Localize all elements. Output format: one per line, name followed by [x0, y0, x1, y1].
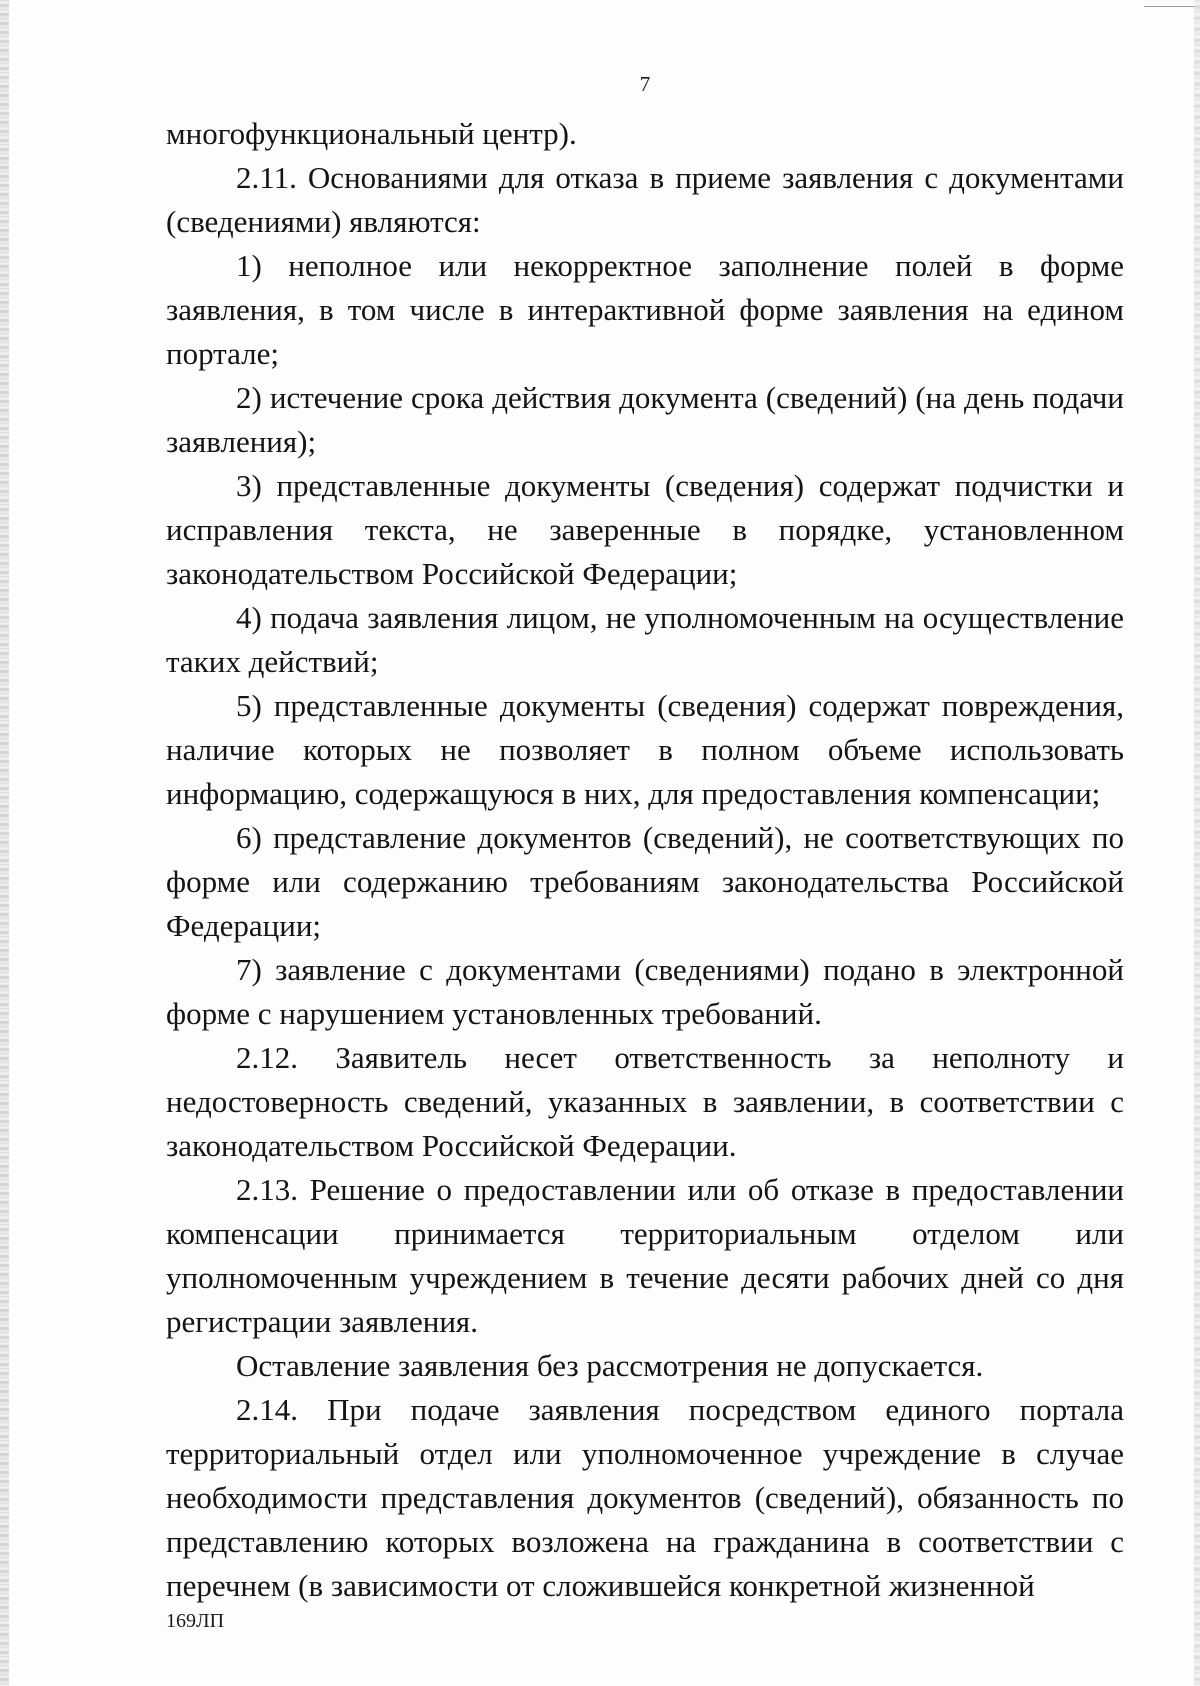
paragraph-2-13: 2.13. Решение о предоставлении или об отказе в предоставлении компенсации принимается территориальным отделом или уполномоченным учреждением в течение десяти рабочих дней со дня регистрации заявления.	[166, 1172, 1124, 1339]
list-item-3: 3) представленные документы (сведения) содержат подчистки и исправления текста, не заверенные в порядке, установленном законодательством Российской Федерации;	[166, 468, 1124, 591]
list-item-2: 2) истечение срока действия документа (сведений) (на день подачи заявления);	[166, 380, 1124, 459]
scan-edge-right	[1194, 0, 1200, 1686]
paragraph-2-12: 2.12. Заявитель несет ответственность за неполноту и недостоверность сведений, указанных в заявлении, в соответствии с законодательством Российской Федерации.	[166, 1040, 1124, 1163]
list-item-5: 5) представленные документы (сведения) содержат повреждения, наличие которых не позволяет в полном объеме использовать информацию, содержащуюся в них, для предоставления компенсации;	[166, 688, 1124, 811]
list-item-7: 7) заявление с документами (сведениями) подано в электронной форме с нарушением установленных требований.	[166, 952, 1124, 1031]
document-code: 169ЛП	[166, 1610, 225, 1632]
document-body	[166, 112, 1124, 1608]
list-item-1: 1) неполное или некорректное заполнение полей в форме заявления, в том числе в интерактивной форме заявления на едином портале;	[166, 248, 1124, 371]
paragraph-no-dismissal: Оставление заявления без рассмотрения не допускается.	[236, 1348, 984, 1383]
scan-corner-mark	[1144, 0, 1194, 7]
paragraph-continuation: многофункциональный центр).	[166, 116, 577, 151]
page-number: 7	[639, 72, 651, 96]
scan-edge-left	[0, 0, 9, 1686]
list-item-6: 6) представление документов (сведений), не соответствующих по форме или содержанию требованиям законодательства Российской Федерации;	[166, 820, 1124, 943]
list-item-4: 4) подача заявления лицом, не уполномоченным на осуществление таких действий;	[166, 600, 1124, 679]
paragraph-2-14: 2.14. При подаче заявления посредством единого портала территориальный отдел или уполномоченное учреждение в случае необходимости представления документов (сведений), обязанность по представлению которых возложена на гражданина в соответствии с перечнем (в зависимости от сложившейся конкретной жизненной	[166, 1392, 1124, 1603]
paragraph-2-11: 2.11. Основаниями для отказа в приеме заявления с документами (сведениями) являются:	[166, 160, 1124, 239]
